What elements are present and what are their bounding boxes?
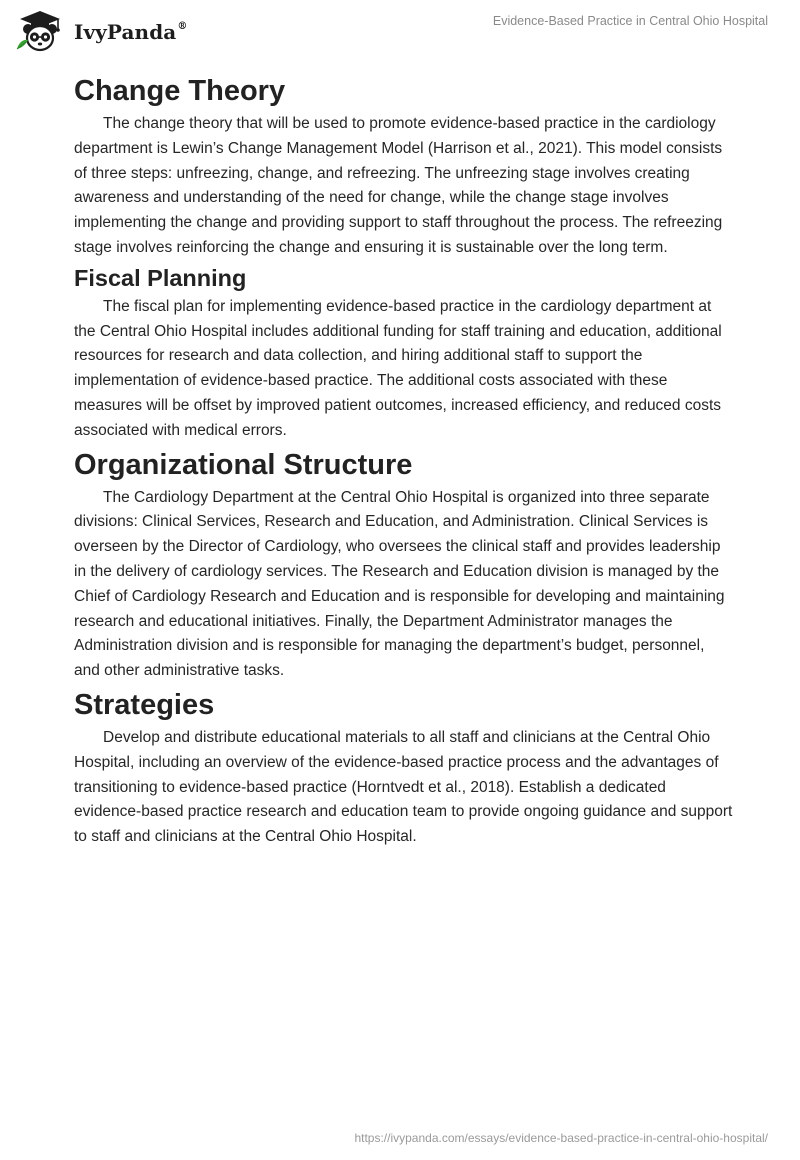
registered-mark: ® — [177, 21, 188, 33]
brand-name: IvyPanda® — [74, 20, 188, 44]
paragraph-organizational-structure: The Cardiology Department at the Central Ohio Hospital is organized into three separate divisions: Clinical Services, Research and Education, and Administration. Clinical Services is overseen by the Director of Cardiology, who oversees the clinical staff and provides leadership in the delivery of cardiology services. The Research and Education division is managed by the Chief of Cardiology Research and Education and is responsible for developing and maintaining research and educational initiatives. Finally, the Department Administrator manages the Administration division and is responsible for managing the department’s budget, personnel, and other administrative tasks. — [74, 488, 725, 680]
paragraph-change-theory: The change theory that will be used to promote evidence-based practice in the cardiology department is Lewin’s Change Management Model (Harrison et al., 2021). This model consists of three steps: unfreezing, change, and refreezing. The unfreezing stage involves creating awareness and understanding of the need for change, while the change stage involves implementing the change and providing support to staff throughout the process. The refreezing stage involves reinforcing the change and ensuring it is sustainable over the long term. — [74, 115, 723, 256]
paragraph-fiscal-planning: The fiscal plan for implementing evidence-based practice in the cardiology department at the Central Ohio Hospital includes additional funding for staff training and education, additional resources for research and data collection, and hiring additional staff to support the implementation of evidence-based practice. The additional costs associated with these measures will be offset by improved patient outcomes, increased efficiency, and reduced costs associated with medical errors. — [74, 297, 722, 439]
panda-graduate-icon — [14, 9, 66, 53]
heading-strategies: Strategies — [74, 688, 215, 721]
heading-organizational-structure: Organizational Structure — [74, 448, 413, 481]
heading-change-theory: Change Theory — [74, 75, 286, 107]
heading-fiscal-planning: Fiscal Planning — [74, 264, 247, 291]
page-header — [0, 0, 800, 60]
essay-body — [74, 70, 734, 850]
document-title: Evidence-Based Practice in Central Ohio Hospital — [492, 14, 768, 28]
brand-logo[interactable] — [14, 9, 187, 53]
paragraph-strategies: Develop and distribute educational materials to all staff and clinicians at the Central Ohio Hospital, including an overview of the evidence-based practice process and the advantages of transitioning to evidence-based practice (Horntvedt et al., 2018). Establish a dedicated evidence-based practice research and education team to provide ongoing guidance and support to staff and clinicians at the Central Ohio Hospital. — [74, 728, 733, 846]
source-url[interactable]: https://ivypanda.com/essays/evidence-based-practice-in-central-ohio-hospital/ — [354, 1131, 768, 1145]
